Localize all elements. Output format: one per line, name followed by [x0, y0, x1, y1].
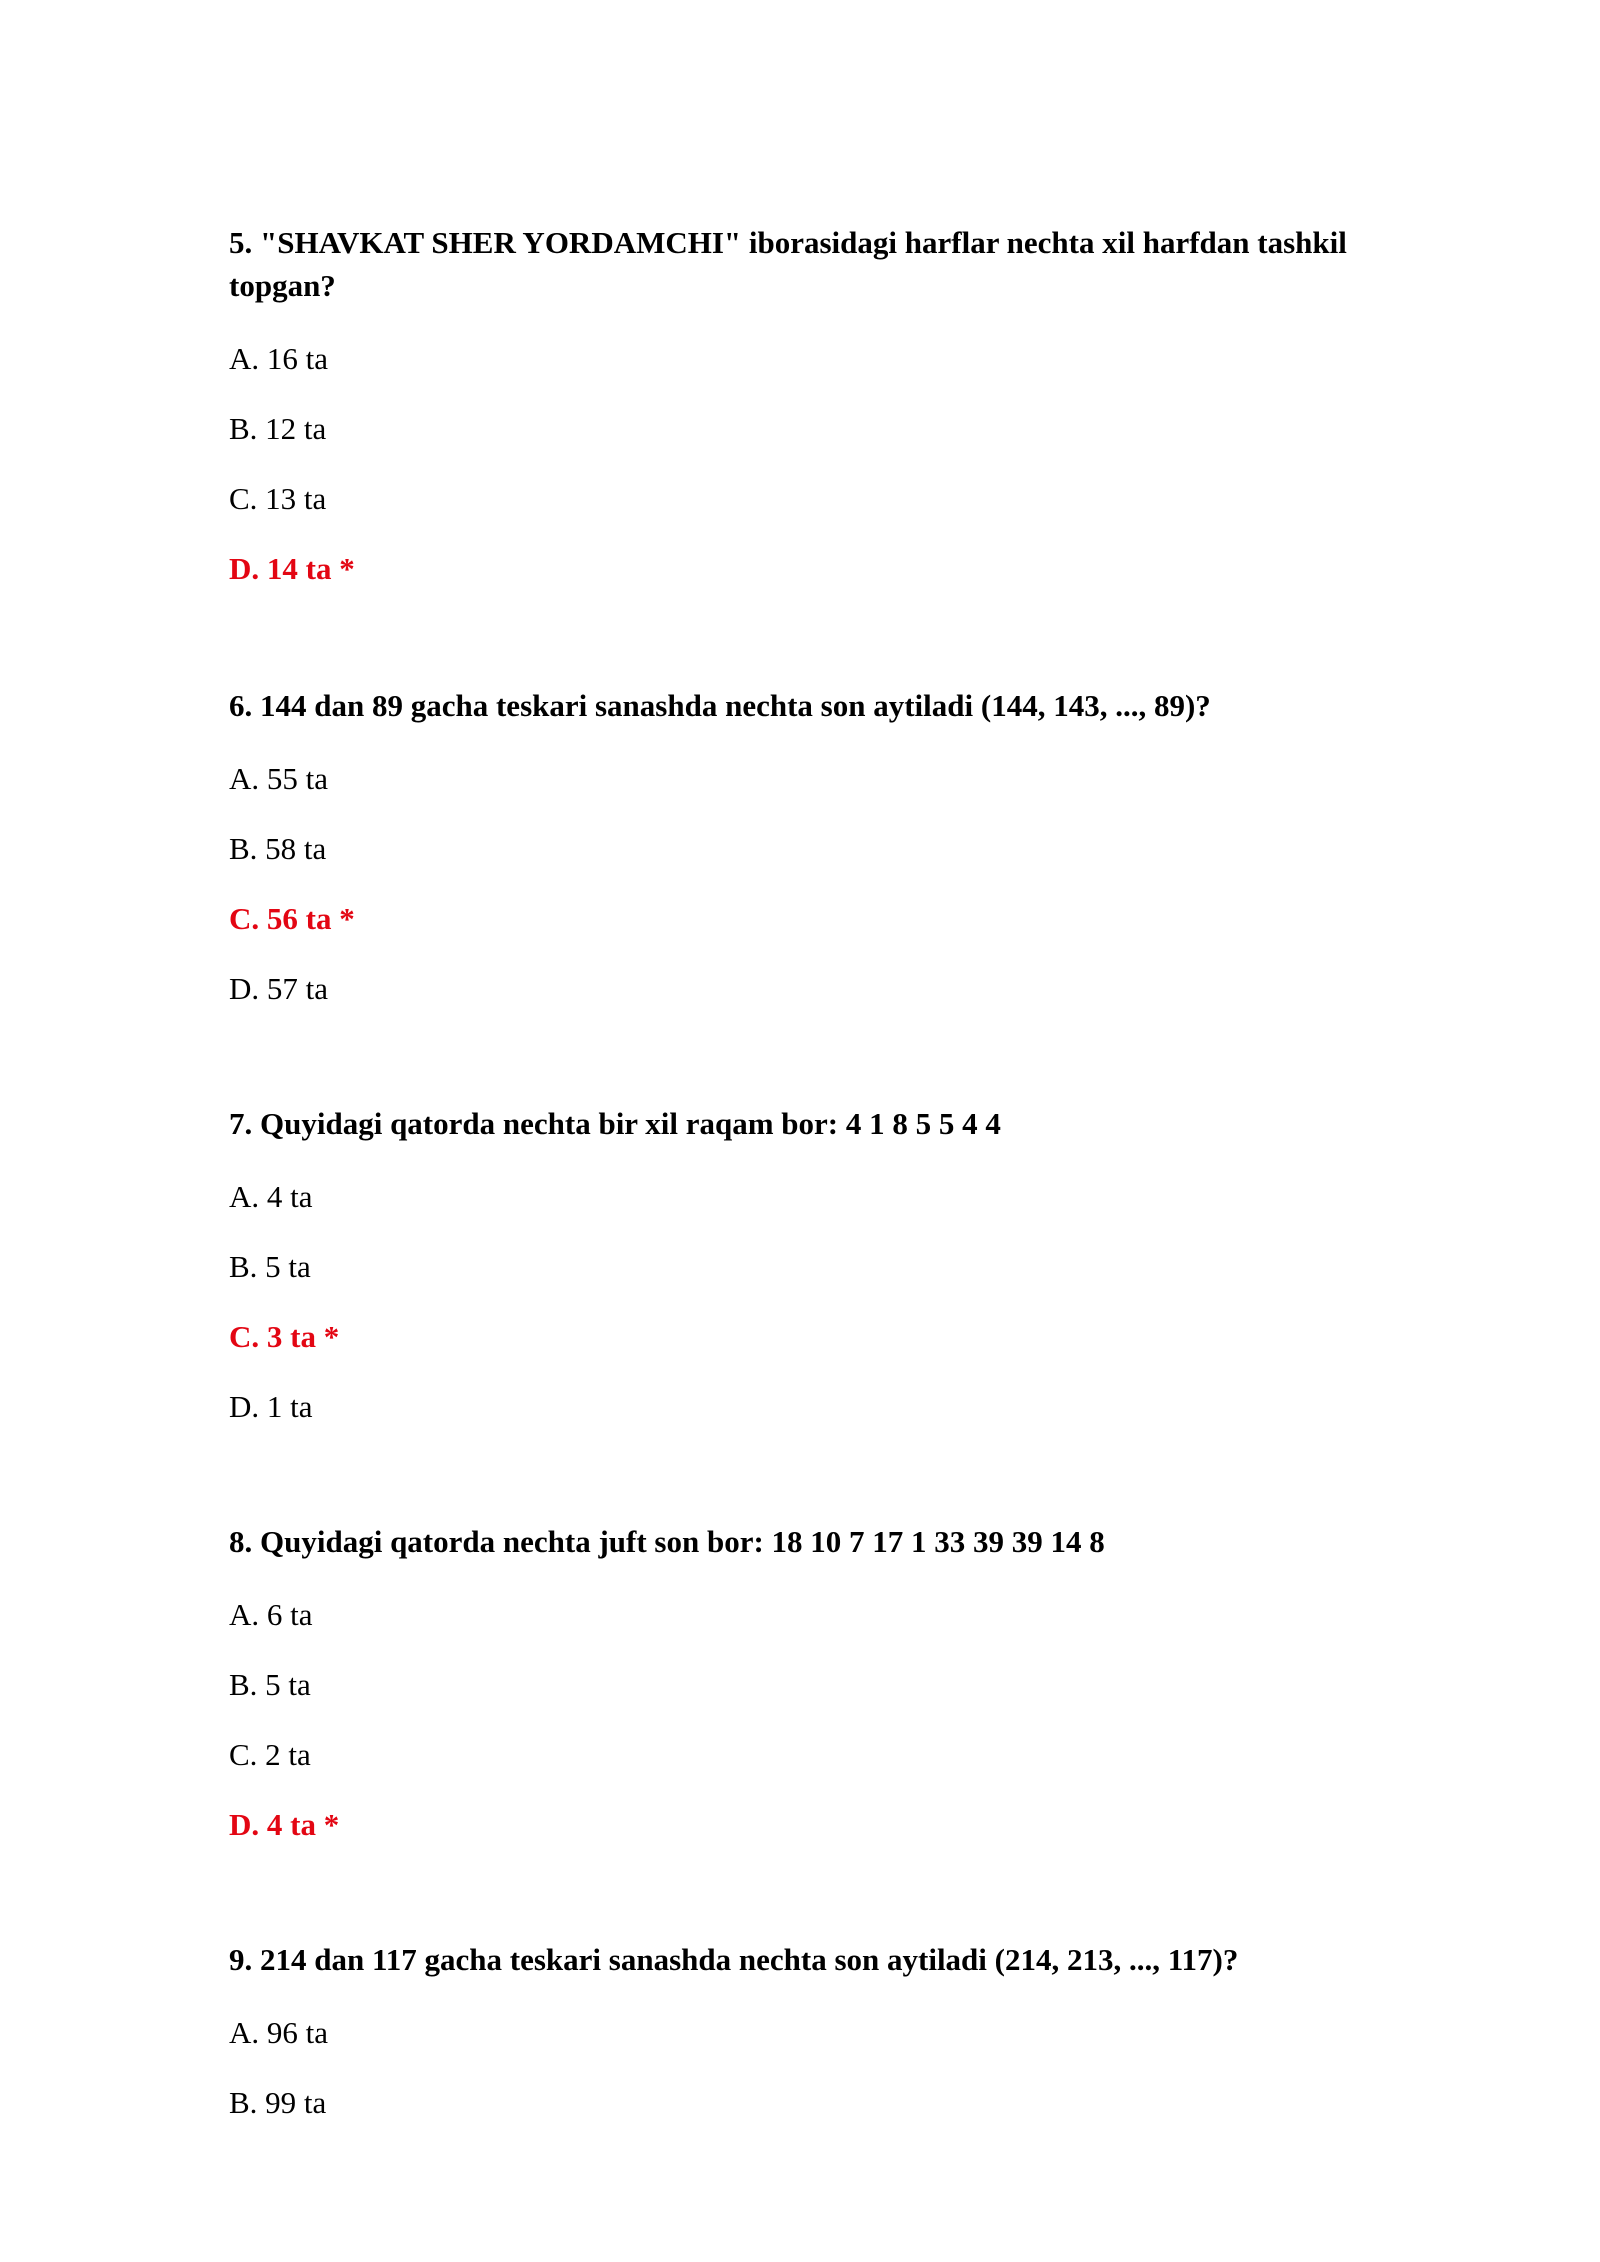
option-c: C. 2 ta	[229, 1737, 311, 1772]
option-a: A. 4 ta	[229, 1179, 313, 1214]
question-text: 6. 144 dan 89 gacha teskari sanashda nechta son aytiladi (144, 143, ..., 89)?	[229, 688, 1211, 723]
question-5	[229, 221, 1429, 587]
option-a: A. 55 ta	[229, 761, 329, 796]
question-text: 8. Quyidagi qatorda nechta juft son bor: 18 10 7 17 1 33 39 39 14 8	[229, 1524, 1105, 1559]
option-b: B. 5 ta	[229, 1249, 311, 1284]
option-a: A. 16 ta	[229, 341, 329, 376]
question-8	[229, 1520, 1429, 1843]
answer-options	[229, 1145, 1429, 1425]
question-text: 9. 214 dan 117 gacha teskari sanashda nechta son aytiladi (214, 213, ..., 117)?	[229, 1942, 1239, 1977]
question-6	[229, 684, 1429, 1007]
question-text: 7. Quyidagi qatorda nechta bir xil raqam bor: 4 1 8 5 5 4 4	[229, 1106, 1001, 1141]
answer-options	[229, 307, 1429, 587]
option-c-correct: C. 56 ta *	[229, 901, 355, 936]
option-a: A. 6 ta	[229, 1597, 313, 1632]
option-a: A. 96 ta	[229, 2015, 329, 2050]
option-d-correct: D. 14 ta *	[229, 551, 355, 586]
option-b: B. 99 ta	[229, 2085, 327, 2120]
question-9	[229, 1938, 1429, 2121]
option-c: C. 13 ta	[229, 481, 327, 516]
answer-options	[229, 1981, 1429, 2121]
option-b: B. 58 ta	[229, 831, 327, 866]
question-text: 5. "SHAVKAT SHER YORDAMCHI" iborasidagi harflar nechta xil harfdan tashkil topgan?	[229, 225, 1347, 303]
option-d: D. 57 ta	[229, 971, 329, 1006]
option-b: B. 5 ta	[229, 1667, 311, 1702]
option-b: B. 12 ta	[229, 411, 327, 446]
answer-options	[229, 1563, 1429, 1843]
question-7	[229, 1102, 1429, 1425]
option-c-correct: C. 3 ta *	[229, 1319, 340, 1354]
answer-options	[229, 727, 1429, 1007]
option-d-correct: D. 4 ta *	[229, 1807, 340, 1842]
option-d: D. 1 ta	[229, 1389, 313, 1424]
